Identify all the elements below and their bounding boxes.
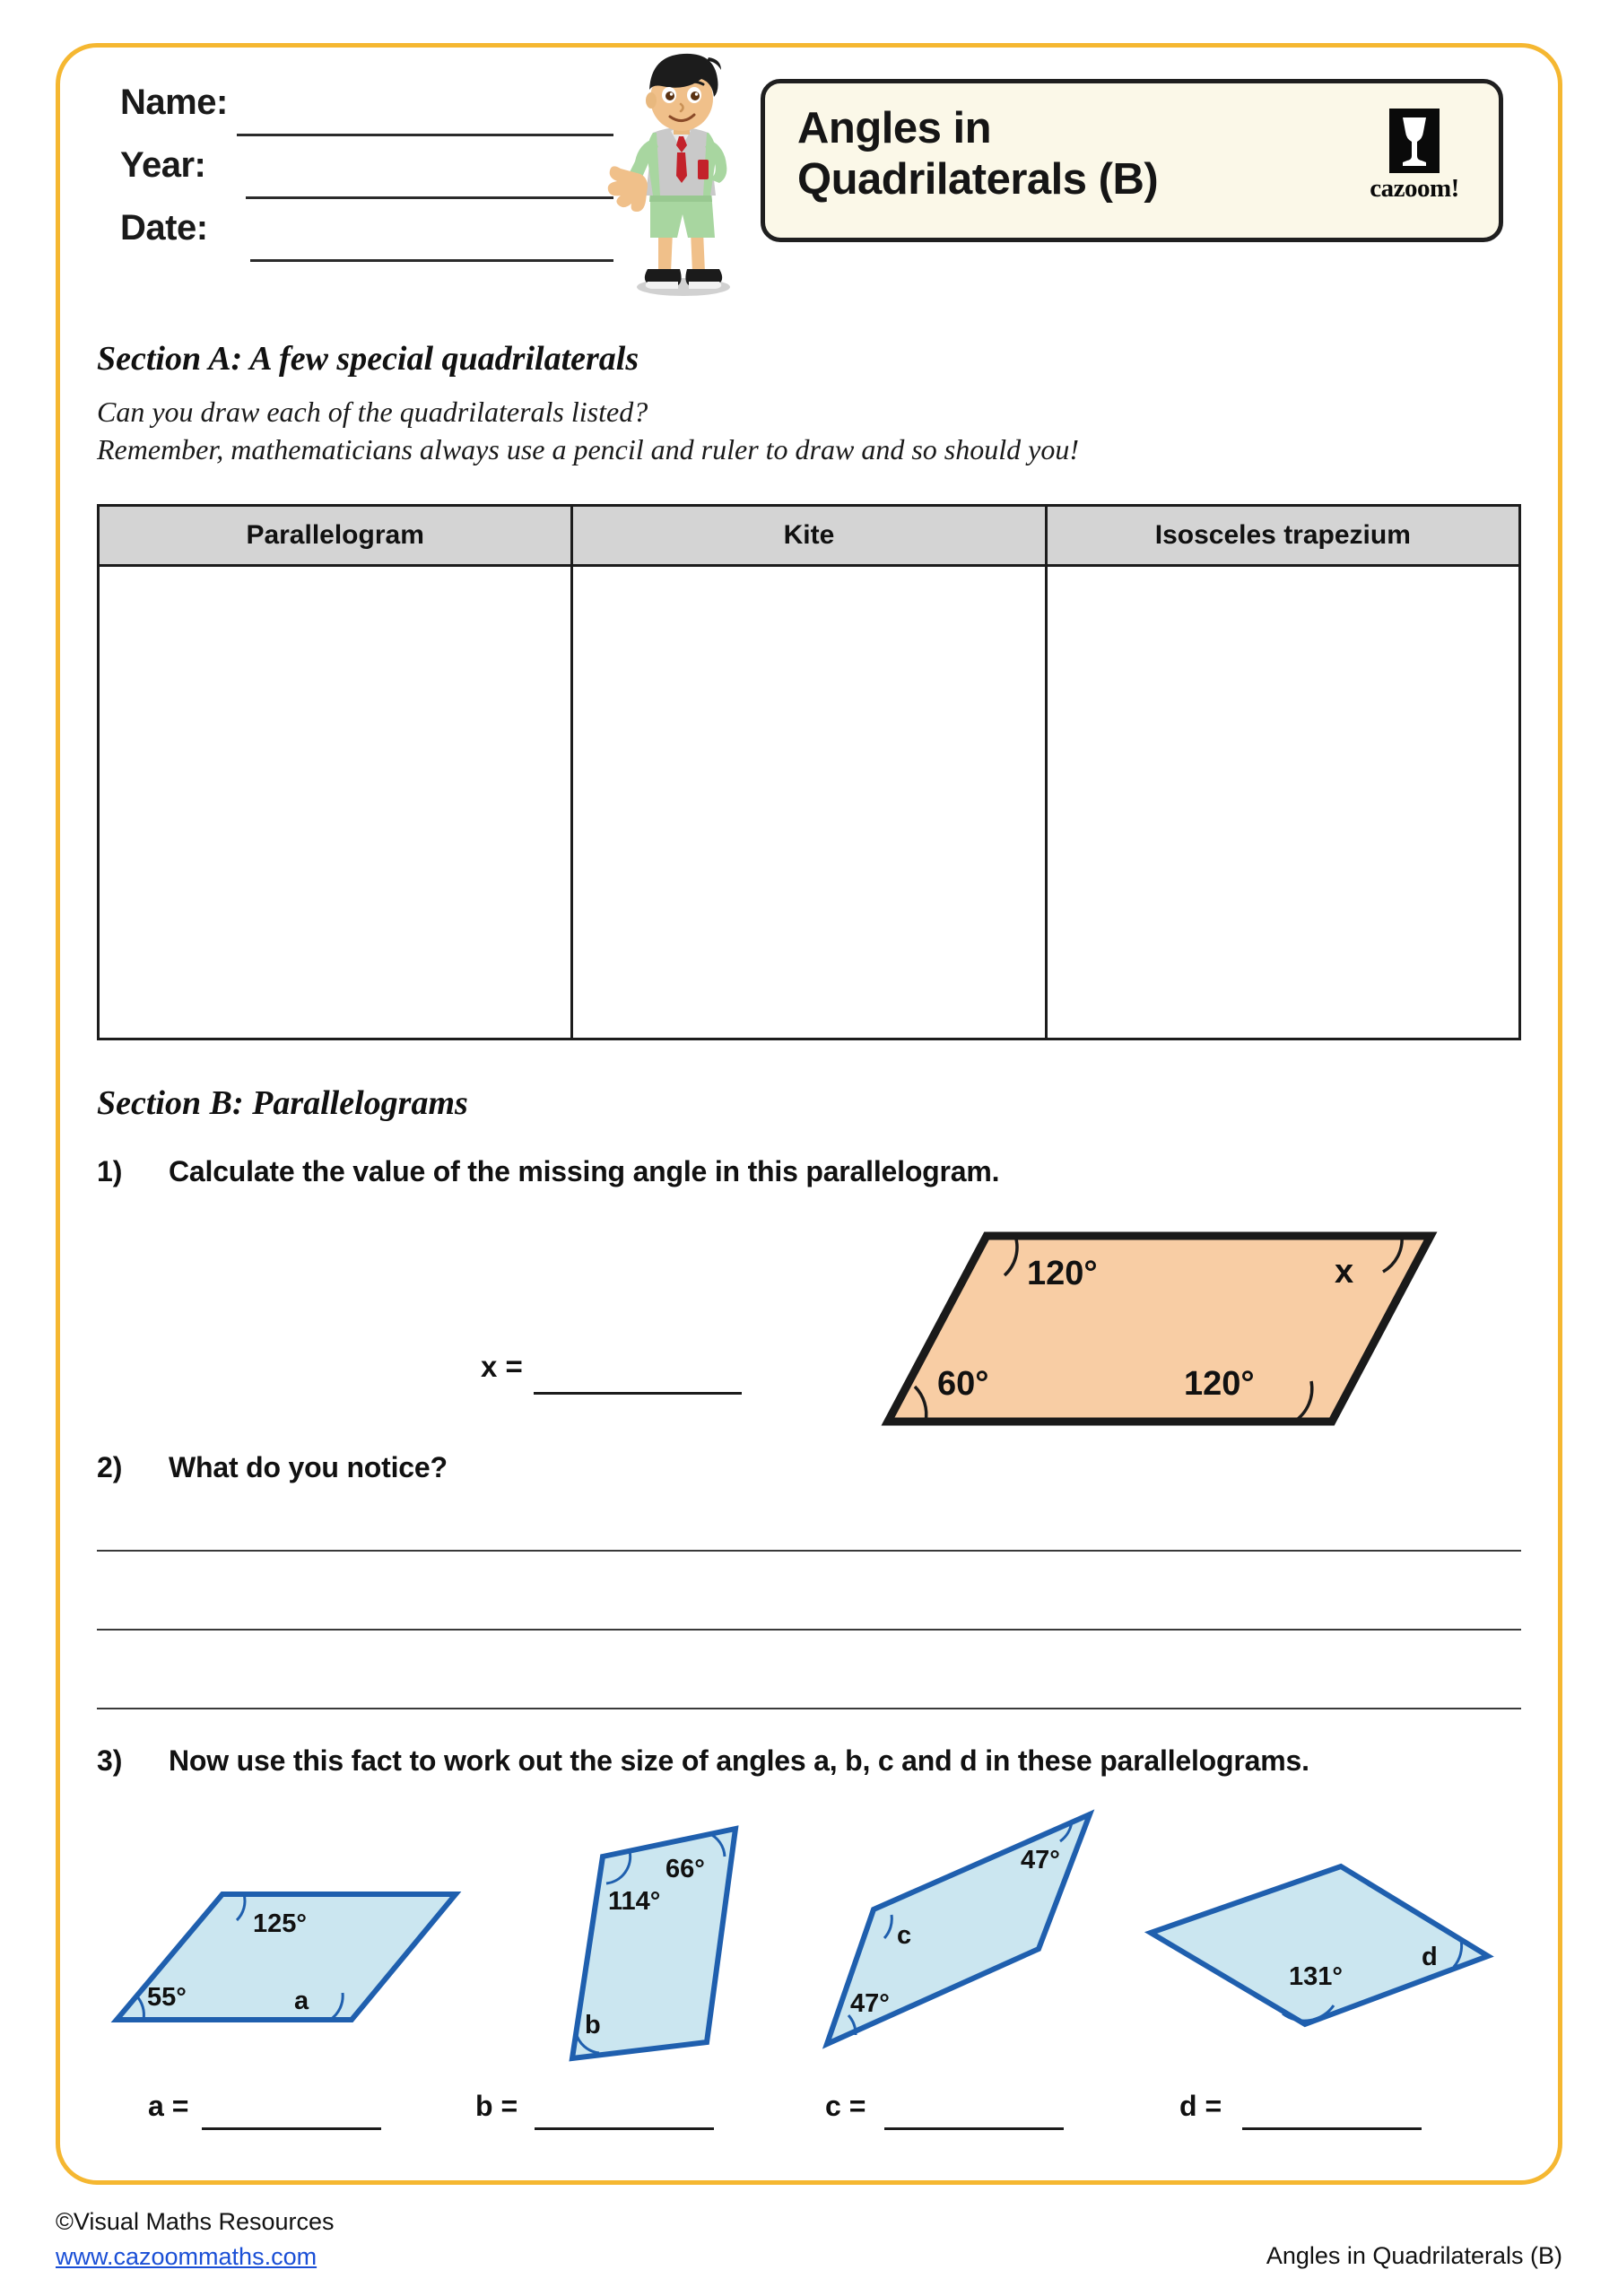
date-label: Date: [120, 208, 208, 248]
question-2-answer-line-1[interactable] [97, 1550, 1521, 1552]
quadrilateral-drawing-table [97, 504, 1521, 1040]
table-drawing-row [100, 567, 1518, 1038]
worksheet-title [797, 103, 1335, 206]
year-label: Year: [120, 145, 206, 185]
angle-label-c-47-top: 47° [1021, 1846, 1060, 1874]
question-3-number: 3) [97, 1744, 123, 1777]
question-3-parallelogram-d [1126, 1843, 1493, 2067]
question-2-answer-line-2[interactable] [97, 1629, 1521, 1631]
student-mascot-illustration [594, 43, 764, 303]
question-3-text: Now use this fact to work out the size of angles a, b, c and d in these parallelograms. [169, 1744, 1309, 1777]
date-input-line[interactable] [250, 259, 613, 262]
year-input-line[interactable] [246, 196, 613, 199]
footer-left [56, 2205, 335, 2274]
question-2-text: What do you notice? [169, 1451, 448, 1483]
question-1-parallelogram-diagram [789, 1211, 1453, 1444]
name-field-row [84, 81, 622, 144]
question-1-number: 1) [97, 1155, 123, 1187]
column-header-isosceles-trapezium: Isosceles trapezium [1045, 507, 1518, 564]
answer-label-b: b = [475, 2090, 518, 2122]
angle-label-b-114: 114° [608, 1887, 661, 1916]
section-a-instructions [97, 393, 1496, 468]
angle-label-d-unknown: d [1422, 1943, 1438, 1971]
answer-line-c[interactable] [884, 2127, 1064, 2130]
section-a-heading: Section A: A few special quadrilaterals [97, 340, 639, 378]
question-3-parallelogram-a [108, 1848, 466, 2072]
section-a-instruction-line2: Remember, mathematicians always use a pencil and ruler to draw and so should you! [97, 433, 1079, 466]
angle-label-d-131: 131° [1289, 1962, 1343, 1991]
footer-copyright: ©Visual Maths Resources [56, 2208, 335, 2235]
answer-label-c: c = [825, 2090, 866, 2122]
drawing-cell-kite[interactable] [570, 567, 1044, 1038]
cazoom-goblet-icon [1389, 109, 1440, 173]
footer-worksheet-title: Angles in Quadrilaterals (B) [1266, 2242, 1562, 2269]
column-header-kite: Kite [570, 507, 1044, 564]
angle-label-a-55: 55° [147, 1983, 187, 2012]
answer-line-d[interactable] [1242, 2127, 1422, 2130]
drawing-cell-parallelogram[interactable] [100, 567, 570, 1038]
angle-label-bottom-right: 120° [1184, 1365, 1255, 1403]
angle-label-b-unknown: b [585, 2011, 601, 2039]
section-b-heading: Section B: Parallelograms [97, 1084, 468, 1122]
worksheet-header [56, 43, 1562, 303]
question-2-number: 2) [97, 1451, 123, 1483]
angle-label-b-66: 66° [665, 1855, 705, 1883]
answer-line-b[interactable] [535, 2127, 714, 2130]
angle-label-c-47-bottom: 47° [850, 1989, 890, 2018]
angle-label-top-right: x [1335, 1253, 1354, 1291]
angle-label-a-unknown: a [294, 1987, 309, 2015]
angle-label-top-left: 120° [1027, 1255, 1098, 1292]
name-input-line[interactable] [237, 134, 613, 136]
year-field-row [84, 144, 622, 206]
column-header-parallelogram: Parallelogram [100, 507, 570, 564]
question-2-answer-line-3[interactable] [97, 1708, 1521, 1709]
angle-label-c-unknown: c [897, 1921, 912, 1950]
name-label: Name: [120, 83, 228, 122]
table-header-row [100, 507, 1518, 567]
worksheet-title-plaque [761, 79, 1503, 242]
question-1-text: Calculate the value of the missing angle in this parallelogram. [169, 1155, 1000, 1187]
angle-label-a-125: 125° [253, 1909, 307, 1938]
question-1-answer-line[interactable] [534, 1392, 742, 1395]
answer-label-a: a = [148, 2090, 189, 2122]
worksheet-title-line1: Angles in [797, 104, 992, 152]
worksheet-title-line2: Quadrilaterals (B) [797, 155, 1159, 204]
answer-label-d: d = [1179, 2090, 1222, 2122]
answer-line-a[interactable] [202, 2127, 381, 2130]
question-1-answer-label: x = [481, 1350, 523, 1383]
question-3-parallelogram-c [816, 1789, 1121, 2076]
cazoom-logo [1361, 109, 1468, 213]
question-3-parallelogram-b [556, 1789, 843, 2076]
student-info-block [84, 81, 622, 269]
footer-website-link[interactable]: www.cazoommaths.com [56, 2243, 318, 2271]
angle-label-bottom-left: 60° [937, 1365, 989, 1403]
section-a-instruction-line1: Can you draw each of the quadrilaterals listed? [97, 396, 648, 428]
date-field-row [84, 206, 622, 269]
cazoom-wordmark: cazoom! [1370, 174, 1459, 203]
drawing-cell-isosceles-trapezium[interactable] [1045, 567, 1518, 1038]
